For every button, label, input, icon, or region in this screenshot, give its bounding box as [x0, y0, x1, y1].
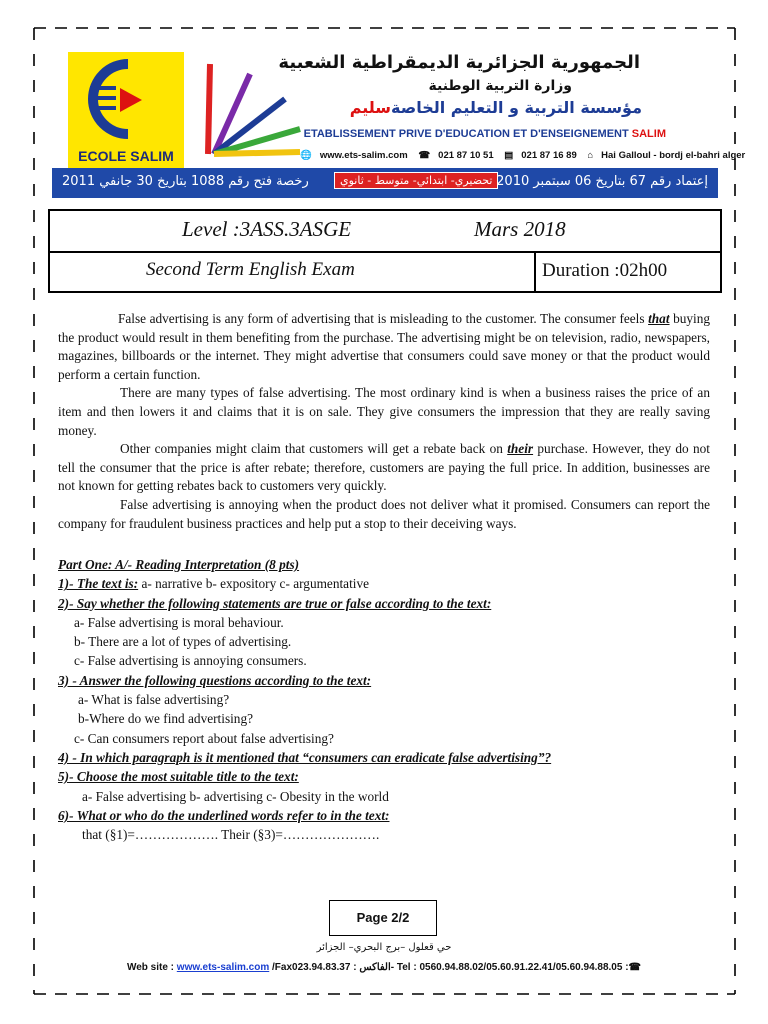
- arabic-ministry: وزارة التربية الوطنية: [428, 78, 572, 94]
- contact-line: 🌐 www.ets-salim.com ☎ 021 87 10 51 ▤ 021 87 16 89 ⌂ Hai Galloul - bordj el-bahri alger: [300, 150, 746, 161]
- level-label: Level :3ASS.3ASGE: [182, 217, 352, 241]
- french-school-name: ETABLISSEMENT PRIVE D'EDUCATION ET D'ENSEIGNEMENT SALIM: [303, 128, 666, 140]
- exam-info-table: [48, 209, 722, 293]
- page-number: Page 2/2: [329, 900, 437, 936]
- fax-icon: ▤: [504, 150, 514, 161]
- exam-date: Mars 2018: [474, 217, 566, 241]
- exam-duration: Duration :02h00: [542, 260, 668, 281]
- license-band: رخصة فتح رقم 1088 بتاريخ 30 جانفي 2011 تحضيري- ابتدائي- متوسط - ثانوي إعتماد رقم 67 بتاريخ 06 سبتمبر 2010: [52, 168, 718, 198]
- phone-icon: ☎: [418, 150, 431, 161]
- footer-address: حي قعلول –برج البحري– الجزائر: [316, 942, 452, 953]
- arabic-school-name: مؤسسة التربية و التعليم الخاصةسليم: [349, 98, 642, 117]
- school-logo: [68, 52, 184, 168]
- home-icon: ⌂: [587, 150, 594, 161]
- levels-badge: تحضيري- ابتدائي- متوسط - ثانوي: [334, 172, 498, 189]
- paragraph-2: There are many types of false advertising. The most ordinary kind is when a business raises the price of an item and then lowers it and claims that it is on sale. They give consumers the impression that they are really saving money.: [58, 385, 710, 438]
- reading-text: [58, 310, 710, 533]
- arabic-republic-title: الجمهورية الجزائرية الديمقراطية الشعبية: [278, 52, 640, 73]
- paragraph-1: False advertising is any form of advertising that is misleading to the customer. The consumer feels that buying the product would result in them benefiting from the purchase. The advertising might be on television, radio, newspapers, magazines, billboards or the internet. They might advertise that consumers could save money or that the product would perform a certain function.: [58, 311, 711, 382]
- footer-contacts: Web site : www.ets-salim.com /Fax023.94.83.37 : الفاكس- Tel : 0560.94.88.02/05.60.91.22.41/05.60.94.88.05 :☎: [126, 962, 642, 973]
- phone-icon: ☎: [628, 962, 642, 973]
- underlined-that: that: [648, 311, 670, 326]
- paragraph-4: False advertising is annoying when the product does not deliver what it promised. Consumers can report the company for fraudulent business practices and help put a stop to their deceiving ways.: [58, 496, 710, 531]
- website-link[interactable]: www.ets-salim.com: [176, 962, 270, 973]
- globe-icon: 🌐: [300, 150, 312, 161]
- part-one-title: Part One: A/- Reading Interpretation (8 pts): [58, 557, 300, 572]
- school-header: [48, 44, 746, 198]
- paragraph-3: Other companies might claim that customers will get a rebate back on their purchase. However, they do not tell the consumer that the price is after rebate; therefore, customers are paying the full price. In addition, businesses are not known for getting rebates back to customers very quickly.: [58, 441, 711, 494]
- questions: Part One: A/- Reading Interpretation (8 pts) 1)- The text is: a- narrative b- expository c- argumentative 2)- Say whether the following statements are true or false according to the text: a- False advertising is moral behaviour. b- There are a lot of types of advertising. c- False advertising is annoying consumers. 3) - Answer the following questions according to the text: a- What is false advertising? b-Where do we find advertising? c- Can consumers report about false advertising? 4) - In which paragraph is it mentioned that “consumers can eradicate false advertising”? 5)- Choose the most suitable title to the text: a- False advertising b- advertising c- Obesity in the world 6)- What or who do the underlined words refer to in the text: that (§1)=………………. Their (§3)=………………….: [58, 555, 698, 844]
- logo-mark-icon: [68, 52, 184, 147]
- exam-title: Second Term English Exam: [146, 259, 355, 280]
- logo-text: ECOLE SALIM: [78, 148, 174, 164]
- underlined-their: their: [507, 441, 534, 457]
